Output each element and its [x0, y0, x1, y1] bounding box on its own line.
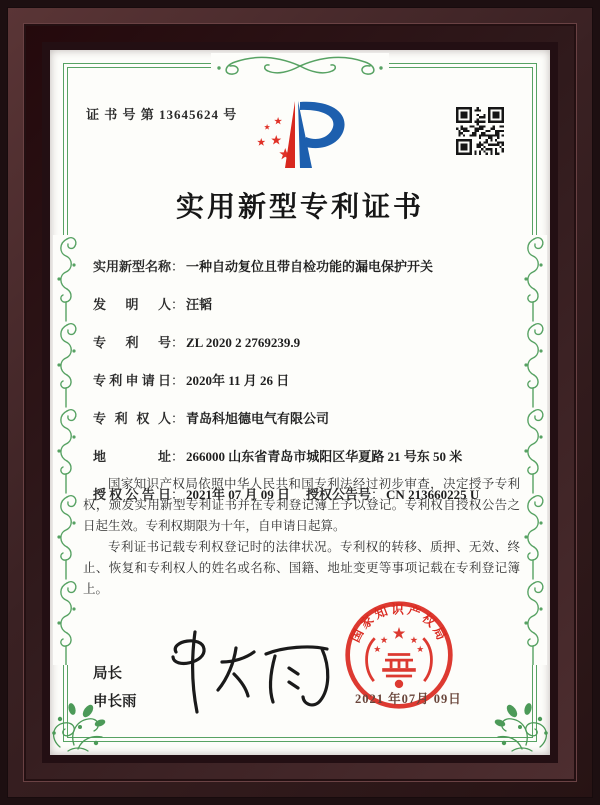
field-label: 授权公告日 [93, 487, 171, 502]
field-value: 266000 山东省青岛市城阳区华夏路 21 号东 50 米 [186, 449, 463, 464]
right-swirl-ornament [520, 235, 547, 665]
colon: ： [171, 297, 185, 312]
director-name: 申长雨 [93, 694, 137, 710]
wood-frame-bevel-inner [23, 23, 577, 782]
certificate-title: 实用新型专利证书 [175, 192, 424, 223]
field-row-address [93, 446, 524, 465]
field-row-patentee [93, 408, 524, 427]
seal-date: 2021 年07月 09日 [355, 692, 462, 706]
field-value: 2020年 11 月 26 日 [186, 373, 290, 388]
colon: ： [171, 487, 185, 502]
certificate-number: 证 书 号 第 13645624 号 [86, 107, 238, 122]
left-swirl-ornament [53, 235, 80, 665]
colon: ： [171, 449, 185, 464]
seal-ring-text: 国家知识产权局 [348, 602, 450, 645]
wood-frame-lip [42, 42, 558, 763]
field-label: 专利申请日 [93, 373, 171, 388]
field-row-name [93, 256, 524, 275]
legal-paragraph-2: 专利证书记载专利权登记时的法律状况。专利权的转移、质押、无效、终止、恢复和专利权人的姓名或名称、国籍、地址变更等事项记载在专利登记簿上。 [83, 540, 520, 596]
colon: ： [171, 259, 185, 274]
legal-text [83, 474, 520, 600]
director-block [93, 660, 137, 716]
colon: ： [171, 411, 185, 426]
field-value: 汪韬 [186, 297, 213, 312]
field-value: CN 213660225 U [386, 487, 480, 502]
colon: ： [371, 487, 385, 502]
field-value: 一种自动复位且带自检功能的漏电保护开关 [186, 259, 434, 274]
colon: ： [171, 335, 185, 350]
legal-paragraph-1: 国家知识产权局依照中华人民共和国专利法经过初步审查，决定授予专利权，颁发实用新型专利证书并在专利登记簿上予以登记。专利权自授权公告之日起生效。专利权期限为十年，自申请日起算。 [83, 477, 520, 533]
field-value: ZL 2020 2 2769239.9 [186, 335, 301, 350]
colon: ： [171, 373, 185, 388]
field-row-inventor [93, 294, 524, 313]
cnipa-logo-icon [250, 98, 356, 172]
svg-text:国家知识产权局 [348, 601, 450, 644]
field-label: 专利权人 [93, 411, 171, 426]
field-label: 发明人 [93, 297, 171, 312]
wood-frame-bevel [7, 7, 593, 798]
top-flourish-ornament [211, 53, 389, 80]
field-row-filing-date [93, 370, 524, 389]
field-value: 青岛科旭德电气有限公司 [186, 411, 330, 426]
field-label: 专利号 [93, 335, 171, 350]
field-value: 2021年 07 月 09 日 [186, 487, 291, 502]
director-signature [162, 624, 347, 726]
qr-code [456, 107, 504, 155]
field-label: 授权公告号 [306, 487, 372, 502]
bottom-right-floral-ornament [492, 697, 550, 755]
certificate-paper [50, 50, 550, 755]
field-label: 实用新型名称 [93, 259, 172, 274]
field-label: 地址 [93, 449, 171, 464]
director-title: 局长 [93, 666, 122, 682]
field-row-patent-no [93, 332, 524, 351]
